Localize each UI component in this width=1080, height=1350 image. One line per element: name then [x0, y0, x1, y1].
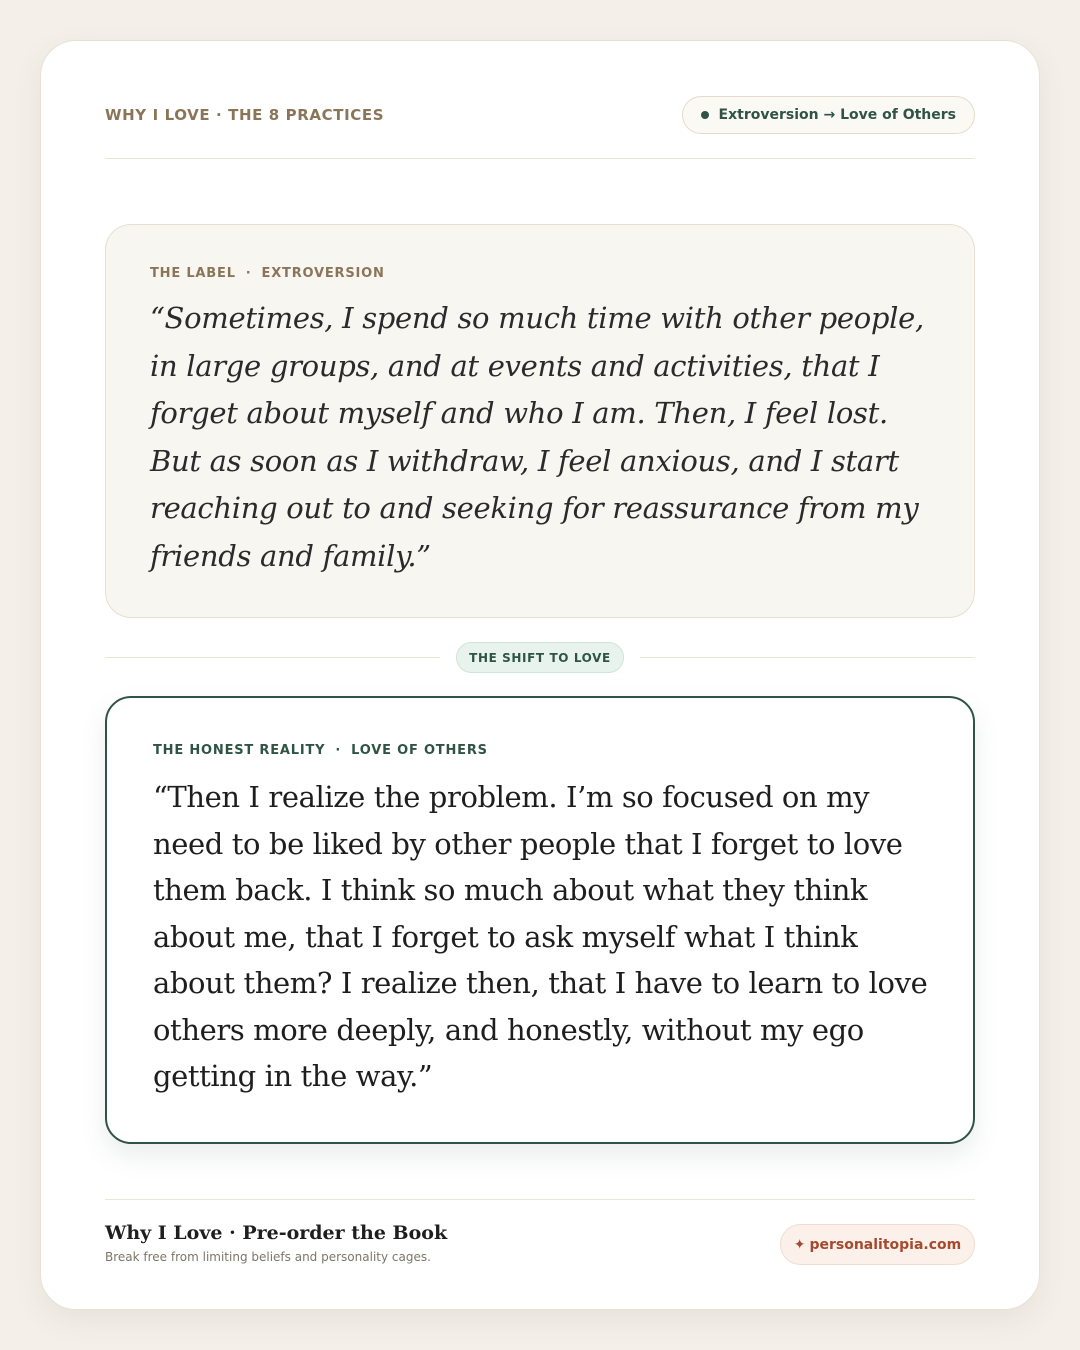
- reality-quote-text: “Then I realize the problem. I’m so focused on my need to be liked by other people that I forget to love them back. I think so much about what they think about me, that I forget to ask myself what I think about them? I realize then, that I have to learn to love others more deeply, and honestly, without my ego getting in the way.”: [153, 780, 928, 1093]
- footer-subtitle: Break free from limiting beliefs and personality cages.: [105, 1250, 431, 1264]
- meta-separator: ·: [335, 743, 342, 758]
- reality-card-trait: LOVE OF OTHERS: [351, 743, 488, 758]
- dot-icon: [701, 111, 709, 119]
- series-eyebrow: WHY I LOVE · THE 8 PRACTICES: [105, 106, 385, 124]
- reality-quote-card: [105, 696, 975, 1144]
- topic-tag-label: Extroversion → Love of Others: [718, 107, 956, 123]
- website-link[interactable]: [780, 1224, 975, 1265]
- label-card-meta: [150, 266, 385, 281]
- footer-title: Why I Love · Pre-order the Book: [105, 1222, 448, 1244]
- label-card-trait: EXTROVERSION: [261, 266, 385, 281]
- shift-line-left: [105, 657, 440, 658]
- footer-divider: [105, 1199, 975, 1200]
- reality-card-meta: [153, 743, 488, 758]
- topic-tag: [682, 96, 975, 134]
- header: [105, 96, 975, 138]
- reality-card-kind: THE HONEST REALITY: [153, 743, 326, 758]
- shift-badge: THE SHIFT TO LOVE: [456, 642, 624, 673]
- header-divider: [105, 158, 975, 159]
- shift-divider: [105, 642, 975, 672]
- website-label: personalitopia.com: [809, 1236, 962, 1253]
- sparkle-icon: ✦: [793, 1236, 806, 1253]
- meta-separator: ·: [245, 266, 252, 281]
- label-card-kind: THE LABEL: [150, 266, 236, 281]
- label-quote-card: [105, 224, 975, 618]
- label-quote-text: “Sometimes, I spend so much time with other people, in large groups, and at events and activities, that I forget about myself and who I am. Then, I feel lost. But as soon as I withdraw, I feel anxious, and I start reaching out to and seeking for reassurance from my friends and family.”: [150, 301, 924, 573]
- shift-line-right: [640, 657, 975, 658]
